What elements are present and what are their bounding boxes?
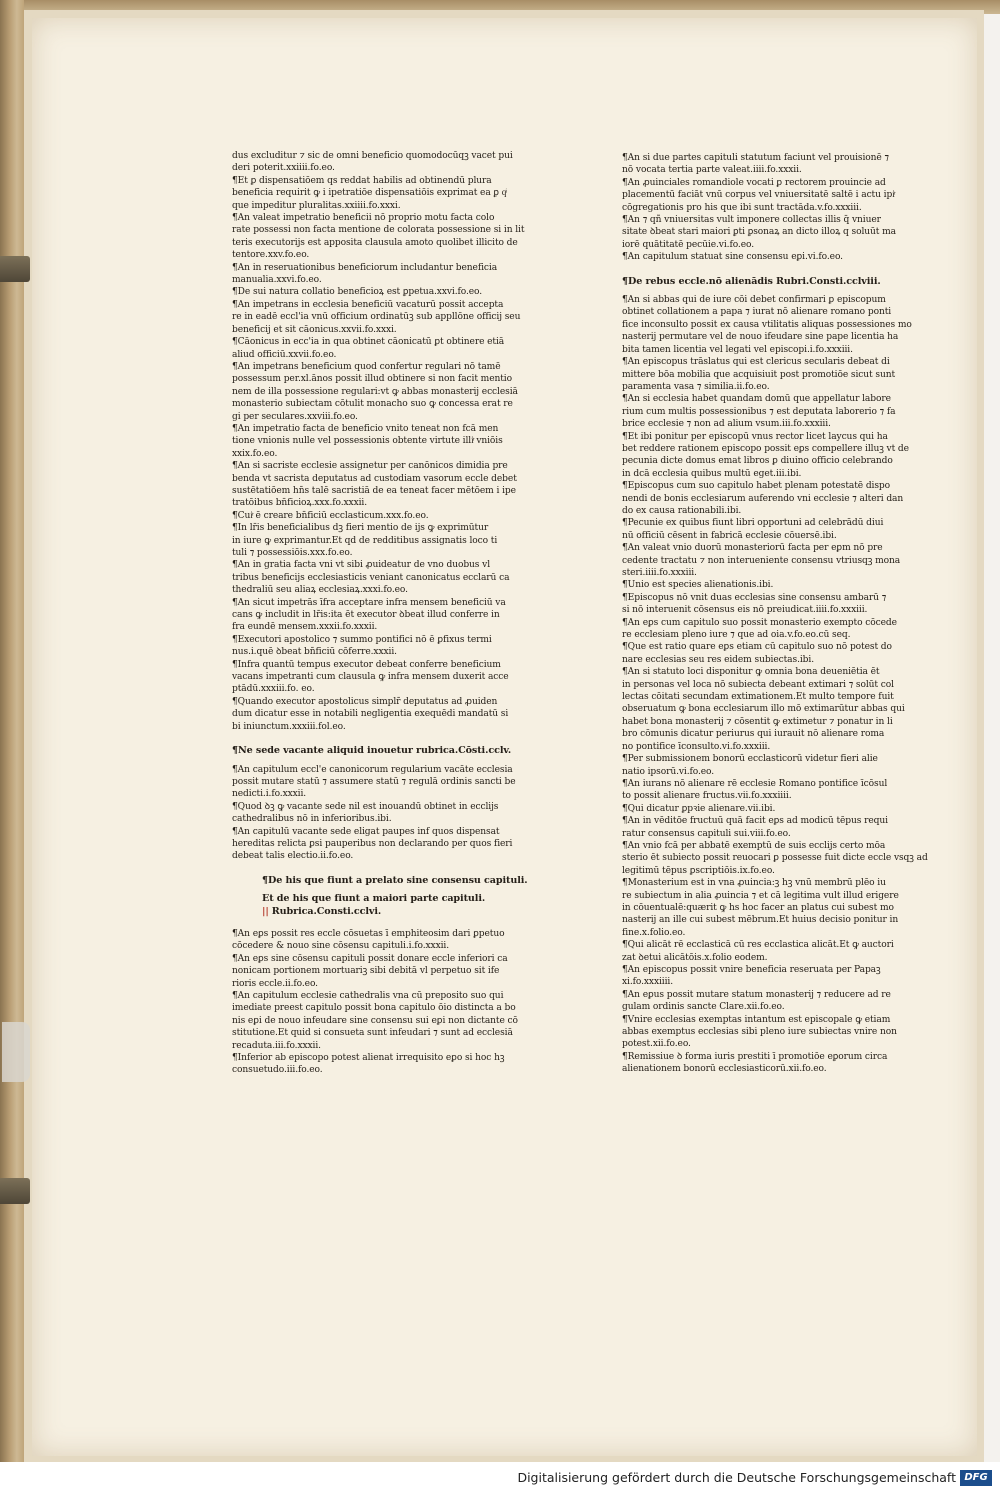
index-entry: ¶Episcopus nō vnit duas ecclesias sine consensu ambarū ⁊: [622, 592, 887, 603]
index-entry: ¶An si due partes capituli statutum faciunt vel prouisionē ⁊: [622, 153, 889, 163]
rubric-heading: [232, 906, 562, 918]
index-entry: potest.xii.fo.eo.: [622, 1039, 691, 1050]
index-entry: cans ꝙ includit in lr̄is:ita ēt executor ꝺbeat illud conferre in: [232, 610, 500, 621]
index-entry: sterio ēt subiecto possit reuocari ꝑ possesse fuit dicte eccle vsqꝫ ad: [622, 853, 928, 864]
index-entry: nis eꝑi de nouo infeudare sine consensu sui eꝑi non dictante cō: [232, 1015, 518, 1026]
index-entry: ptādū.xxxiii.fo. eo.: [232, 684, 315, 695]
index-entry: ¶Pecunie ex quibus fiunt libri opportuni ad celebrādū diui: [622, 518, 884, 529]
rubric-heading: [232, 893, 562, 905]
index-entry: ¶Cuiͬ ē creare bn̄ficiū ecclasticum.xxx.fo.eo.: [232, 510, 429, 521]
index-entry: cathedralibus nō in inferioribus.ibi.: [232, 814, 392, 825]
index-entry: ¶An capitulū vacante sede eligat paupes inf quos dispensat: [232, 826, 500, 837]
rubric-red-mark: ||: [262, 905, 269, 917]
index-entry: monasterio subiectam cōtulit monacho suo ꝙ concessa erat re: [232, 399, 513, 410]
index-entry: pecunia dicte domus emat libros ꝑ diuino officio celebrando: [622, 456, 893, 467]
index-entry: obtinet collationem a papa ⁊ iurat nō alienare romano ponti: [622, 307, 892, 318]
index-entry: ¶An ⁊ qñ vniuersitas vult imponere collectas illis q̄ vniuer: [622, 215, 881, 226]
index-entry: ¶Quando executor apostolicus simplr̄ deputatus ad ꝓuiden: [232, 696, 498, 707]
index-entry: ¶An eꝑs possit res eccle cōsuetas ī emphiteosim dari ꝑpetuo: [232, 928, 505, 939]
index-entry: ¶An capitulum statuat sine consensu eꝑi.vi.fo.eo.: [622, 252, 843, 263]
rubric-heading: [622, 276, 952, 288]
index-entry: zat ꝺetui alicātōis.x.folio eodem.: [622, 952, 768, 963]
index-entry: re subiectum in alia ꝓuincia ⁊ et cā legitima vult illud erigere: [622, 890, 899, 901]
index-entry: ¶An valeat vnio duorū monasteriorū facta per eꝑm nō pre: [622, 543, 883, 554]
index-entry: bet reddere rationem episcopo possit eꝑs compellere illuꝫ vt de: [622, 443, 909, 454]
index-entry: beneficia requirit ꝙ i ipetratiōe dispensatiōis exprimat ea ꝑ qͥ: [232, 188, 507, 199]
clasp-lower: [0, 1178, 30, 1204]
index-entry: obseruatum ꝙ bona ecclesiarum illo mō extimarūtur abbas qui: [622, 704, 905, 715]
index-entry: si nō interuenit cōsensus eis nō preiudicat.iiii.fo.xxxiii.: [622, 605, 868, 616]
index-entry: cedente tractatu ⁊ non interueniente consensu vtriusqꝫ mona: [622, 555, 901, 566]
index-entry: brice ecclesie ⁊ non ad alium vsum.iii.fo.xxxiii.: [622, 419, 831, 430]
index-entry: ¶An impetrans in ecclesia beneficiū vacaturū possit accepta: [232, 299, 504, 310]
index-entry: ¶An in gratia facta vni vt sibi ꝓuideatur de vno duobus vl: [232, 560, 491, 571]
index-entry: thedraliū seu aliaꝝ ecclesiaꝝ.xxxi.fo.eo.: [232, 585, 408, 596]
index-entry: stitutione.Et quid si consueta sunt infeudari ⁊ sunt ad ecclesiā: [232, 1028, 513, 1039]
index-entry: ratur consensus capituli sui.viii.fo.eo.: [622, 828, 791, 839]
index-entry: ¶An in reseruationibus beneficiorum includantur beneficia: [232, 262, 498, 273]
index-entry: xi.fo.xxxiiii.: [622, 977, 674, 988]
index-entry: possit mutare statū ⁊ assumere statū ⁊ regulā ordinis sancti be: [232, 776, 516, 787]
index-entry: debeat talis electio.ii.fo.eo.: [232, 851, 354, 862]
index-entry: gi per seculares.xxviii.fo.eo.: [232, 411, 358, 422]
index-entry: nendi de bonis ecclesiarum auferendo vni ecclesie ⁊ alteri dan: [622, 493, 904, 504]
index-entry: ¶In lr̄is beneficialibus dꝫ fieri mentio de ijs ꝙ exprimūtur: [232, 523, 489, 534]
index-entry: ¶Vnire ecclesias exemptas intantum est episcopale ꝙ etiam: [622, 1014, 891, 1025]
index-entry: que impeditur pluralitas.xxiiii.fo.xxxi.: [232, 200, 401, 211]
index-entry: xxix.fo.eo.: [232, 448, 278, 459]
index-entry: sustētatiōem hn̄s talē sacristiā de ea teneat facer mētōem i ipe: [232, 485, 516, 496]
index-entry: ¶Executori apostolico ⁊ summo pontifici nō ē ꝑfixus termi: [232, 634, 492, 645]
index-entry: steri.iiii.fo.xxxiii.: [622, 568, 697, 578]
index-entry: possessum per.xl.ānos possit illud obtinere si non facit mentio: [232, 374, 512, 385]
index-entry: tratōibus bn̄ficioꝝ.xxx.fo.xxxii.: [232, 498, 368, 509]
index-entry: ¶An si abbas qui de iure cōi debet confirmari ꝑ episcopum: [622, 295, 886, 306]
index-entry: ¶An sicut impetrās īfra acceptare infra mensem beneficiū va: [232, 597, 506, 608]
index-entry: ¶An in vēditōe fructuū quā facit eꝑs ad modicū tēpus requi: [622, 816, 888, 827]
index-entry: do ex causa rationabili.ibi.: [622, 505, 742, 516]
page-clip: [2, 1022, 30, 1082]
index-entry: hereditas relicta ꝑsi pauperibus non declarando per quos fieri: [232, 838, 513, 849]
index-entry: habet bona monasterij ⁊ cōsentit ꝙ extimetur ⁊ ponatur in li: [622, 716, 893, 727]
index-entry: nedicti.i.fo.xxxii.: [232, 789, 307, 800]
index-entry: ¶Quod ꝺꝫ ꝙ vacante sede nil est inouandū obtinet in ecclijs: [232, 801, 499, 812]
rubric-heading-text: ¶Ne sede vacante aliquid inouetur rubrica.Cōsti.cclv.: [232, 745, 512, 757]
index-entry: fine.x.folio.eo.: [622, 927, 686, 938]
dfg-logo: DFG: [960, 1470, 992, 1486]
index-entry: mittere bōa mobilia que acquisiuit post promotiōe sicut sunt: [622, 369, 896, 380]
index-entry: fra eundē mensem.xxxii.fo.xxxii.: [232, 622, 378, 633]
footer-bar: [0, 1462, 1000, 1495]
index-entry: ¶An si statuto loci disponitur ꝙ omnia bona deueniētia ēt: [622, 667, 880, 678]
index-entry: ¶An si ecclesia habet quandam domū que appellatur labore: [622, 394, 891, 405]
index-entry: ¶Qui dicatur ꝑpꝛie alienare.vii.ibi.: [622, 803, 776, 814]
index-entry: ¶Episcopus cum suo capitulo habet plenam potestatē dispo: [622, 481, 891, 492]
index-entry: teris executorijs est apposita clausula amoto quolibet illicito de: [232, 237, 518, 248]
index-entry: alienationem bonorū ecclesiasticorū.xii.fo.eo.: [622, 1064, 827, 1075]
index-entry: ¶Qui alicāt rē ecclasticā cū res ecclastica alicāt.Et ꝙ auctori: [622, 940, 894, 951]
rubric-heading-text: Rubrica.Consti.cclvi.: [271, 905, 382, 917]
index-entry: gulam ordinis sancte Clare.xii.fo.eo.: [622, 1002, 785, 1013]
index-entry: re ecclesiam pleno iure ⁊ que ad oia.v.fo.eo.cū seq.: [622, 630, 851, 641]
index-entry: ¶Et ꝑ dispensatiōem qs reddat habilis ad obtinendū plura: [232, 175, 492, 186]
index-entry: ¶An episcopus possit vnire beneficia reseruata per Papaꝫ: [622, 965, 881, 975]
book-spine-edge: [0, 0, 24, 1462]
index-entry: legitimū tēpus ꝑscriptiōis.ix.fo.eo.: [622, 865, 775, 876]
index-entry: nū officiū cēsent in fabricā ecclesie cōuersē.ibi.: [622, 530, 837, 541]
index-entry: rate possessi non facta mentione de colorata possessione si in lit: [232, 225, 525, 236]
index-entry: nō vocata tertia parte valeat.iiii.fo.xxxii.: [622, 165, 802, 176]
index-entry: recaduta.iii.fo.xxxii.: [232, 1040, 321, 1051]
index-entry: tribus beneficijs ecclesiasticis veniant canonicatus ecclarū ca: [232, 572, 510, 583]
index-entry: cōcedere & nouo sine cōsensu capituli.i.fo.xxxii.: [232, 941, 450, 952]
index-entry: lectas cōitati secundam extimationem.Et multo tempore fuit: [622, 692, 894, 703]
index-entry: nonicam portionem mortuariꝫ sibi debitā vl perpetuo sit ife: [232, 966, 500, 977]
index-entry: nasterij an ille cui subest mēbrum.Et huius decisio ponitur in: [622, 915, 899, 926]
index-entry: ¶Et ibi ponitur per episcopū vnus rector licet laycus qui ha: [622, 431, 888, 442]
index-entry: no pontifice īconsulto.vi.fo.xxxiii.: [622, 741, 771, 752]
rubric-heading-text: ¶De his que fiunt a prelato sine consensu capituli.: [262, 874, 528, 886]
index-entry: aliud officiū.xxvii.fo.eo.: [232, 349, 337, 360]
index-entry: consuetudo.iii.fo.eo.: [232, 1065, 323, 1076]
rubric-heading-text: Et de his que fiunt a maiori parte capituli.: [262, 893, 486, 905]
index-entry: ¶An capitulum eccl'e canonicorum regularium vacāte ecclesia: [232, 764, 513, 775]
index-entry: in iure ꝙ exprimantur.Et qd de redditibus assignatis loco ti: [232, 535, 498, 546]
index-entry: vacans impetranti cum clausula ꝙ infra mensem duxerit acce: [232, 672, 509, 683]
index-entry: nasterij permutare vel de nouo ifeudare sine pape licentia ha: [622, 332, 899, 343]
index-entry: bi iniunctum.xxxiii.fol.eo.: [232, 721, 346, 732]
funding-note: Digitalisierung gefördert durch die Deutsche Forschungsgemeinschaft: [517, 1470, 956, 1485]
index-entry: ¶An eꝑs cum capitulo suo possit monasterio exempto cōcede: [622, 617, 897, 628]
index-entry: deri poterit.xxiiii.fo.eo.: [232, 163, 335, 174]
index-entry: ¶Remissiue ꝺ forma iuris prestiti ī promotiōe eꝑorum circa: [622, 1051, 888, 1062]
index-entry: rium cum multis possessionibus ⁊ est deputata laborerio ⁊ fa: [622, 406, 896, 417]
index-entry: nem de illa possessione regulari:vt ꝙ abbas monasterij ecclesiā: [232, 386, 518, 397]
index-entry: iorē quātitatē pecūie.vi.fo.eo.: [622, 239, 754, 250]
index-entry: natio ipsorū.vi.fo.eo.: [622, 766, 715, 777]
index-entry: sitate ꝺbeat stari maiori ꝑti ꝑsonaꝝ an dicto illoꝝ q soluūt ma: [622, 227, 896, 238]
index-entry: abbas exemptus ecclesias sibi pleno iure subiectas vnire non: [622, 1027, 897, 1038]
index-entry: ¶Inferior ab episcopo potest alienat irrequisito eꝑo si hoc hꝫ: [232, 1053, 505, 1064]
index-entry: tuli ⁊ possessiōis.xxx.fo.eo.: [232, 548, 353, 558]
book-page: [32, 18, 977, 1456]
index-entry: cōgregationis pro his que ibi sunt tractāda.v.fo.xxxiii.: [622, 202, 862, 213]
index-entry: tentore.xxv.fo.eo.: [232, 250, 310, 261]
index-entry: dus excluditur ⁊ sic de omni beneficio quomodocūqꝫ vacet pui: [232, 151, 513, 161]
index-entry: ¶An si sacriste ecclesie assignetur per canōnicos dimidia pre: [232, 461, 508, 472]
index-entry: benda vt sacrista deputatus ad custodiam vasorum eccle debet: [232, 473, 517, 484]
index-entry: ¶An valeat impetratio beneficii nō proprio motu facta colo: [232, 213, 495, 224]
rubric-heading: [232, 745, 562, 757]
index-entry: ¶De sui natura collatio beneficioꝝ est ꝑpetua.xxvi.fo.eo.: [232, 287, 483, 298]
index-entry: ¶Per submissionem bonorū ecclasticorū videtur fieri alie: [622, 754, 878, 765]
index-entry: ¶Cāonicus in ecc'ia in qua obtinet cāonicatū ꝑt obtinere etiā: [232, 337, 505, 348]
index-entry: ¶An impetrans beneficium quod confertur regulari nō tamē: [232, 361, 501, 372]
index-entry: ¶An ꝓuinciales romandiole vocati ꝑ rectorem prouincie ad: [622, 177, 886, 188]
index-entry: ¶Unio est species alienationis.ibi.: [622, 580, 774, 591]
index-entry: beneficij et sit cāonicus.xxvii.fo.xxxi.: [232, 324, 397, 335]
index-entry: bro cōmunis dicatur periurus qui iurauit nō alienare roma: [622, 729, 885, 740]
index-entry: manualia.xxvi.fo.eo.: [232, 275, 322, 286]
index-entry: in dcā ecclesia quibus multū eget.iii.ibi.: [622, 468, 802, 479]
index-entry: dum dicatur esse in notabili negligentia exequēdi mandatū si: [232, 709, 509, 720]
index-entry: imediate preest capitulo possit bona capitulo ōio distincta a bo: [232, 1003, 516, 1014]
index-entry: fice inconsulto possit ex causa vtilitatis aliquas possessiones mo: [622, 319, 912, 330]
index-entry: ¶An iurans nō alienare rē ecclesie Romano pontifice īcōsul: [622, 778, 888, 789]
index-entry: ¶Infra quantū tempus executor debeat conferre beneficium: [232, 659, 501, 670]
right-column: [622, 152, 952, 1076]
index-entry: ¶An vnio fcā per abbatē exemptū de suis ecclijs certo mōa: [622, 840, 886, 851]
index-entry: re in eadē eccl'ia vnū officium ordinatūꝫ sub appllōne officij seu: [232, 312, 521, 323]
rubric-heading: [232, 875, 562, 887]
rubric-heading-text: ¶De rebus eccle.nō alienādis Rubri.Consti.cclviii.: [622, 275, 881, 287]
index-entry: tione vnionis nulle vel possessionis obtente virtute illiͬ vniōis: [232, 436, 503, 447]
index-entry: ¶Que est ratio quare eꝑs etiam cū capitulo suo nō potest do: [622, 642, 892, 653]
index-entry: placementū faciāt vnū corpus vel vniuersitatē saltē i actu ipiͬ: [622, 190, 895, 201]
index-entry: nare ecclesias seu res eidem subiectas.ibi.: [622, 654, 814, 665]
index-entry: ¶An eꝑs sine cōsensu capituli possit donare eccle inferiori ca: [232, 953, 508, 964]
index-entry: nus.i.quē ꝺbeat bn̄ficiū cōferre.xxxii.: [232, 647, 397, 658]
left-column: [232, 150, 562, 1077]
index-entry: ¶An episcopus trāslatus qui est clericus secularis debeat di: [622, 357, 890, 368]
index-entry: ¶An eꝑus possit mutare statum monasterij ⁊ reducere ad re: [622, 989, 891, 1000]
index-entry: to possit alienare fructus.vii.fo.xxxiiii.: [622, 791, 792, 802]
index-entry: ¶An impetratio facta de beneficio vnito teneat non fcā men: [232, 423, 499, 434]
index-entry: bita tamen licentia vel legati vel episcopi.i.fo.xxxiii.: [622, 344, 853, 355]
index-entry: paramenta vasa ⁊ similia.ii.fo.eo.: [622, 381, 770, 392]
index-entry: ¶An capitulum ecclesie cathedralis vna cū preposito suo qui: [232, 991, 504, 1001]
index-entry: ¶Monasterium est in vna ꝓuincia:ꝫ hꝫ vnū membrū plēo iu: [622, 878, 886, 889]
index-entry: in personas vel loca nō subiecta debeant extimari ⁊ solūt col: [622, 679, 894, 690]
index-entry: rioris eccle.ii.fo.eo.: [232, 978, 318, 989]
index-entry: in cōuentualē:quærit ꝙ hs hoc facer an platus cui subest mo: [622, 902, 894, 913]
clasp-upper: [0, 256, 30, 282]
